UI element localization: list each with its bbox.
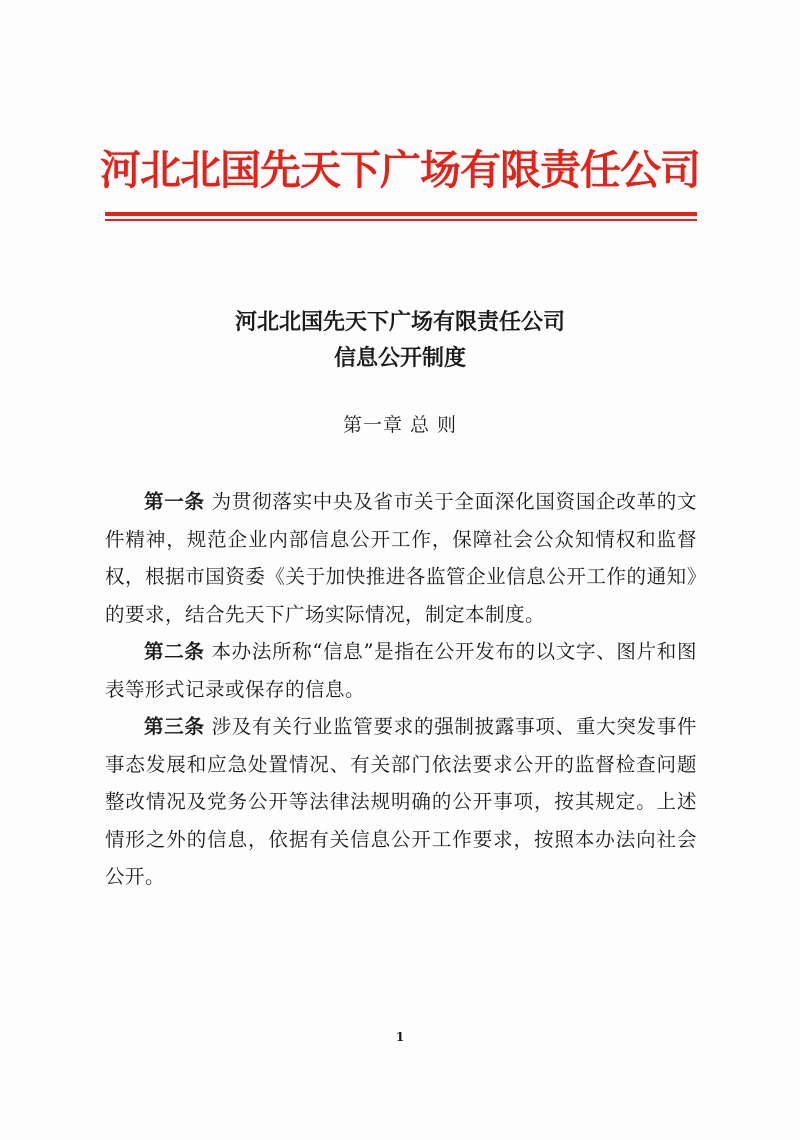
article-label: 第三条 [144, 715, 205, 738]
letterhead-red-rule-thick [105, 212, 697, 216]
article-label: 第二条 [144, 640, 205, 663]
document-title-regulation: 信息公开制度 [333, 345, 466, 371]
article-text: 涉及有关行业监管要求的强制披露事项、重大突发事件事态发展和应急处置情况、有关部门依法要求公开的监督检查问题整改情况及党务公开等法律法规明确的公开事项，按其规定。上述情形之外的信息，依据有关信息公开工作要求，按照本办法向社会公开。 [105, 715, 697, 888]
article-paragraph [105, 483, 697, 633]
article-label: 第一条 [144, 490, 205, 513]
page-number: 1 [395, 1030, 405, 1044]
article-text: 为贯彻落实中央及省市关于全面深化国资国企改革的文件精神，规范企业内部信息公开工作，保障社会公众知情权和监督权，根据市国资委《关于加快推进各监管企业信息公开工作的通知》的要求，结合先天下广场实际情况，制定本制度。 [105, 490, 697, 626]
red-letterhead-company-name: 河北北国先天下广场有限责任公司 [100, 146, 700, 194]
document-title-company: 河北北国先天下广场有限责任公司 [234, 309, 565, 335]
article-text: 本办法所称“信息”是指在公开发布的以文字、图片和图表等形式记录或保存的信息。 [105, 640, 697, 701]
article-paragraph [105, 633, 697, 708]
document-body [105, 483, 697, 896]
chapter-heading: 第一章 总 则 [342, 414, 458, 436]
letterhead-red-rule-thin [105, 219, 697, 221]
article-paragraph [105, 708, 697, 896]
